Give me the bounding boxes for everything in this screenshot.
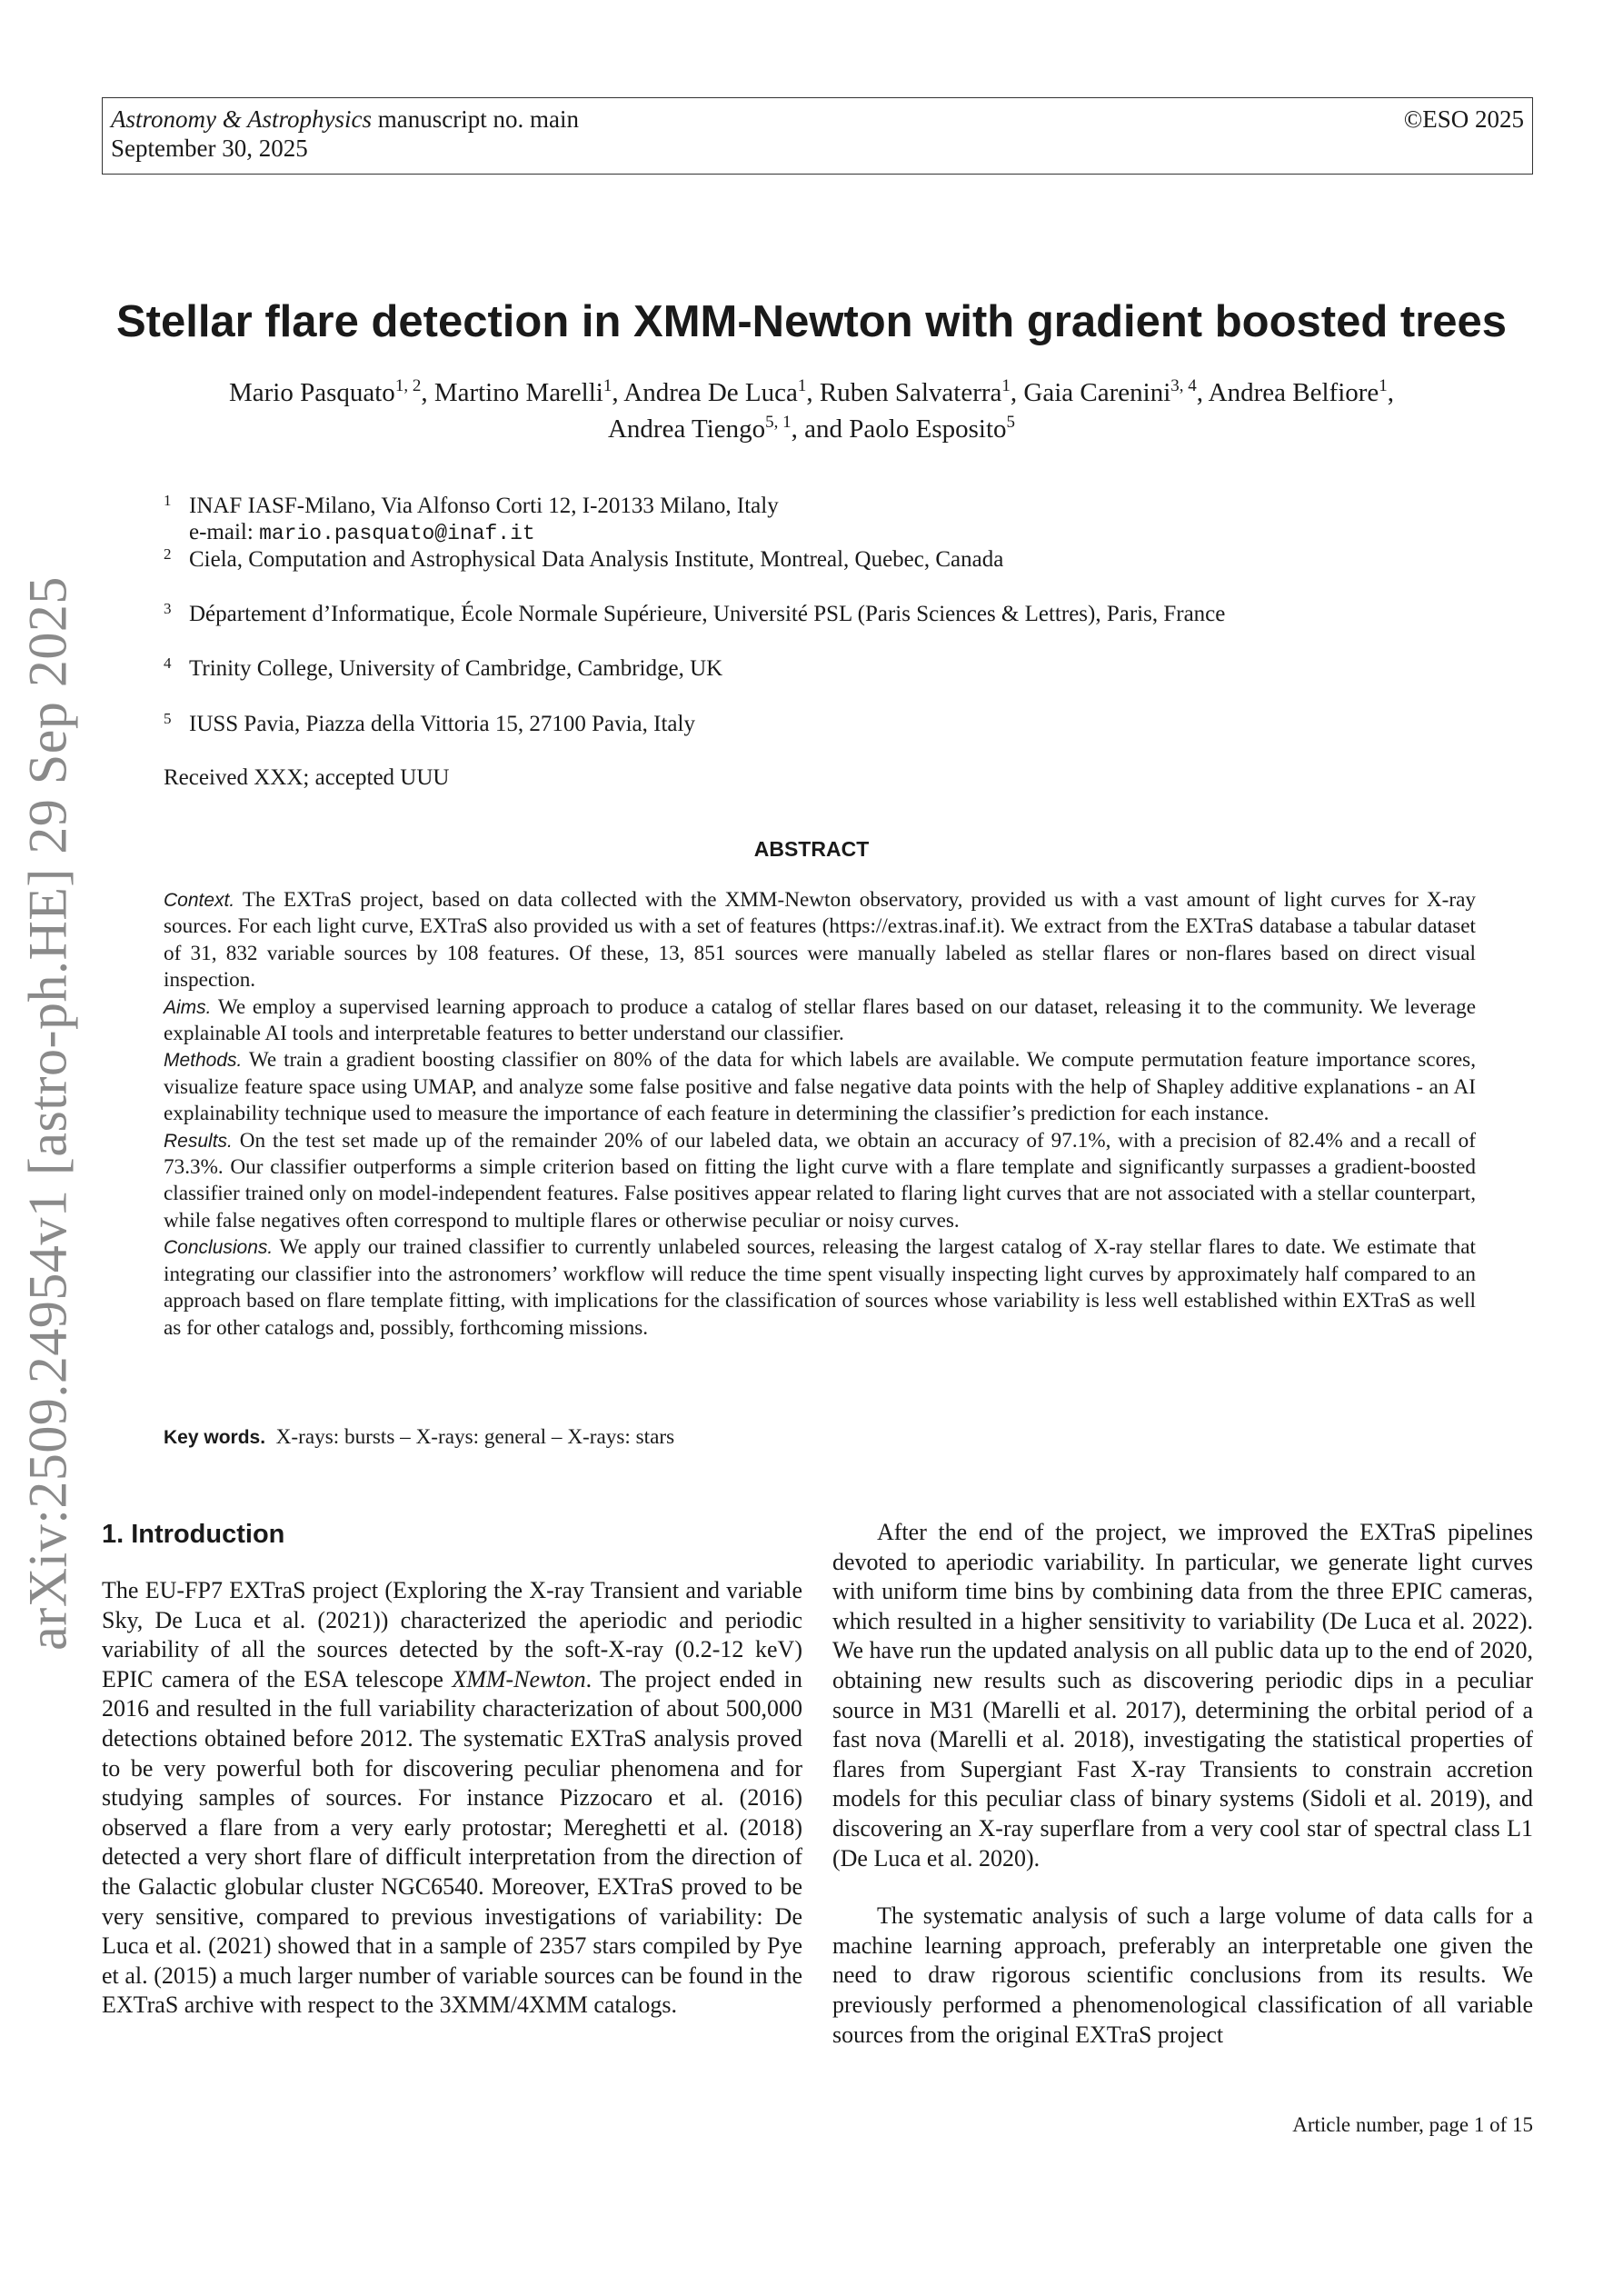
arxiv-identifier: arXiv:2509.24954v1 [astro-ph.HE] 29 Sep 2025	[17, 576, 78, 1651]
abstract-results: Results. On the test set made up of the remainder 20% of our labeled data, we obtain an accuracy of 97.1%, with a precision of 82.4% and a recall of 73.3%. Our classifier outperforms a simple criterion based on fitting the light curve with a flare template and significantly surpasses a gradient-boosted classifier trained only on model-independent features. False positives appear related to flaring light curves that are not associated with a stellar counterpart, while false negatives often correspond to multiple flares or otherwise peculiar or noisy curves.	[164, 1128, 1476, 1233]
abstract-context: Context. The EXTraS project, based on data collected with the XMM-Newton observatory, provided us with a vast amount of light curves for X-ray sources. For each light curve, EXTraS also provided us with a set of features (https://extras.inaf.it). We extract from the EXTraS database a tabular dataset of 31, 832 variable sources by 108 features. Of these, 13, 851 sources were manually labeled as stellar flares or non-flares based on direct visual inspection.	[164, 888, 1476, 993]
manuscript-number: manuscript no. main	[372, 105, 579, 133]
paper-title: Stellar flare detection in XMM-Newton with gradient boosted trees	[115, 297, 1508, 346]
abstract-body	[164, 887, 1476, 1342]
abstract-methods: Methods. We train a gradient boosting classifier on 80% of the data for which labels are available. We compute permutation feature importance scores, visualize feature space using UMAP, and analyze some false positive and false negative data points with the help of Shapley additive explanations - an AI explainability technique used to measure the importance of each feature in determining the classifier’s prediction for each instance.	[164, 1048, 1476, 1126]
author-6: Andrea Belfiore$^1$,	[1208, 376, 1395, 407]
manuscript-date: September 30, 2025	[111, 135, 308, 162]
intro-paragraph-2: After the end of the project, we improved the EXTraS pipelines devoted to aperiodic variability. In particular, we generate light curves with uniform time bins by combining data from the three EPIC cameras, which resulted in a higher sensitivity to variability (De Luca et al. 2022). We have run the updated analysis on all public data up to the end of 2020, obtaining new results such as discovering periodic dips in a peculiar source in M31 (Marelli et al. 2017), determining the orbital period of a fast nova (Marelli et al. 2018), investigating the statistical properties of flares from Supergiant Fast X-ray Transients to constrain accretion models for this peculiar class of binary systems (Sidoli et al. 2019), and discovering an X-ray superflare from a very cool star of spectral class L1 (De Luca et al. 2020).	[832, 1519, 1533, 1872]
journal-line	[111, 105, 579, 133]
page-footer: Article number, page 1 of 15	[1292, 2113, 1533, 2136]
copyright: ©ESO 2025	[1403, 105, 1524, 133]
author-3: Andrea De Luca$^1$,	[623, 376, 820, 407]
email-link[interactable]: mario.pasquato@inaf.it	[259, 522, 535, 545]
intro-paragraph-3: The systematic analysis of such a large volume of data calls for a machine learning approach, preferably an interpretable one given the need to draw rigorous scientific conclusions from its results. We previously performed a phenomenological classification of all variable sources from the original EXTraS project	[832, 1902, 1533, 2048]
journal-name: Astronomy & Astrophysics	[111, 105, 372, 133]
author-8: Paolo Esposito$^5$	[849, 413, 1016, 444]
author-5: Gaia Carenini$^{3, 4}$,	[1023, 376, 1209, 407]
author-2: Martino Marelli$^1$,	[433, 376, 624, 407]
abstract-heading: ABSTRACT	[753, 837, 870, 861]
section-heading: 1. Introduction	[102, 1520, 285, 1549]
keywords: Key words. X-rays: bursts – X-rays: general – X-rays: stars	[164, 1425, 675, 1449]
author-1: Mario Pasquato$^{1, 2}$,	[228, 376, 434, 407]
author-7: Andrea Tiengo$^{5, 1}$, and	[607, 413, 850, 444]
author-list	[118, 374, 1505, 447]
manuscript-header	[102, 97, 1533, 175]
abstract-aims: Aims. We employ a supervised learning approach to produce a catalog of stellar flares based on our dataset, releasing it to the community. We leverage explainable AI tools and interpretable features to better understand our classifier.	[164, 994, 1476, 1046]
right-column	[832, 1518, 1533, 2050]
intro-paragraph-1: The EU-FP7 EXTraS project (Exploring the X-ray Transient and variable Sky, De Luca et al. (2021)) characterized the aperiodic and periodic variability of all the sources detected by the soft-X-ray (0.2-12 keV) EPIC camera of the ESA telescope XMM-Newton. The project ended in 2016 and resulted in the full variability characterization of about 500,000 detections obtained before 2012. The systematic EXTraS analysis proved to be very powerful both for discovering peculiar phenomena and for studying samples of sources. For instance Pizzocaro et al. (2016) observed a flare from a very early protostar; Mereghetti et al. (2018) detected a very short flare of difficult interpretation from the direction of the Galactic globular cluster NGC6540. Moreover, EXTraS proved to be very sensitive, compared to previous investigations of variability: De Luca et al. (2021) showed that in a sample of 2357 stars compiled by Pye et al. (2015) a much larger number of variable sources can be found in the EXTraS archive with respect to the 3XMM/4XMM catalogs.	[102, 1577, 802, 2019]
author-4: Ruben Salvaterra$^1$,	[819, 376, 1024, 407]
abstract-conclusions: Conclusions. We apply our trained classifier to currently unlabeled sources, releasing the largest catalog of X-ray stellar flares to date. We estimate that integrating our classifier into the astronomers’ workflow will reduce the time spent visually inspecting light curves by approximately half compared to an approach based on flare template fitting, with implications for the classification of sources whose variability is less well established within EXTraS as well as for other catalogs and, possibly, forthcoming missions.	[164, 1235, 1476, 1340]
received-line: Received XXX; accepted UUU	[164, 765, 450, 790]
left-column	[102, 1576, 802, 2021]
